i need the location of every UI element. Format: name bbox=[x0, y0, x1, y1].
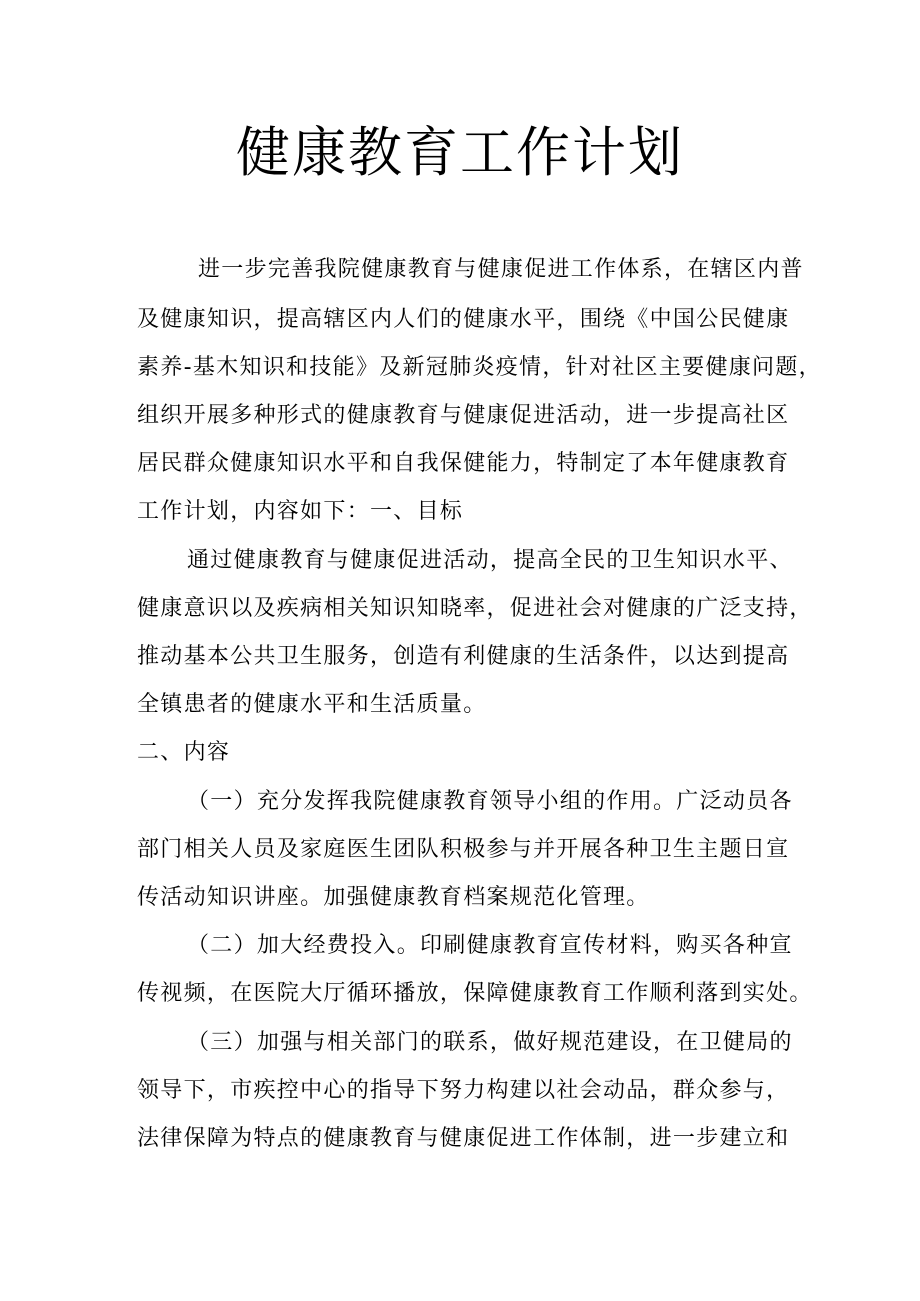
text-line: 全镇患者的健康水平和生活质量。 bbox=[137, 692, 487, 717]
text-line: 健康意识以及疾病相关知识知晓率，促进社会对健康的广泛支持， bbox=[137, 596, 813, 621]
text-line: 推动基本公共卫生服务，创造有利健康的生活条件，以达到提高 bbox=[137, 644, 790, 669]
text-line: 工作计划，内容如下：一、目标 bbox=[137, 499, 464, 524]
text-line: 传活动知识讲座。加强健康教育档案规范化管理。 bbox=[137, 885, 650, 910]
text-line: 法律保障为特点的健康教育与健康促进工作体制，进一步建立和 bbox=[137, 1126, 790, 1151]
text-line: 素养-基木知识和技能》及新冠肺炎疫情，针对社区主要健康问题， bbox=[137, 355, 822, 380]
text-line: （三）加强与相关部门的联系，做好规范建设，在卫健局的 bbox=[187, 1030, 793, 1055]
document-title: 健康教育工作计划 bbox=[236, 121, 684, 184]
text-line: 组织开展多种形式的健康教育与健康促进活动，进一步提高社区 bbox=[137, 403, 790, 428]
text-line: 及健康知识，提高辖区内人们的健康水平，围绕《中国公民健康 bbox=[137, 307, 790, 332]
text-line: （二）加大经费投入。印刷健康教育宣传材料，购买各种宣 bbox=[187, 933, 793, 958]
text-line: 部门相关人员及家庭医生团队积极参与并开展各种卫生主题日宣 bbox=[137, 837, 790, 862]
section-heading: 二、内容 bbox=[137, 740, 231, 765]
text-line: 传视频，在医院大厅循环播放，保障健康教育工作顺利落到实处。 bbox=[137, 981, 813, 1006]
text-line: 通过健康教育与健康促进活动，提高全民的卫生知识水平、 bbox=[187, 548, 793, 573]
text-line: 领导下，市疾控中心的指导下努力构建以社会动品，群众参与， bbox=[137, 1078, 790, 1103]
text-line: 居民群众健康知识水平和自我保健能力，特制定了本年健康教育 bbox=[137, 451, 790, 476]
text-line: 进一步完善我院健康教育与健康促进工作体系，在辖区内普 bbox=[198, 257, 804, 282]
text-line: （一）充分发挥我院健康教育领导小组的作用。广泛动员各 bbox=[187, 789, 793, 814]
